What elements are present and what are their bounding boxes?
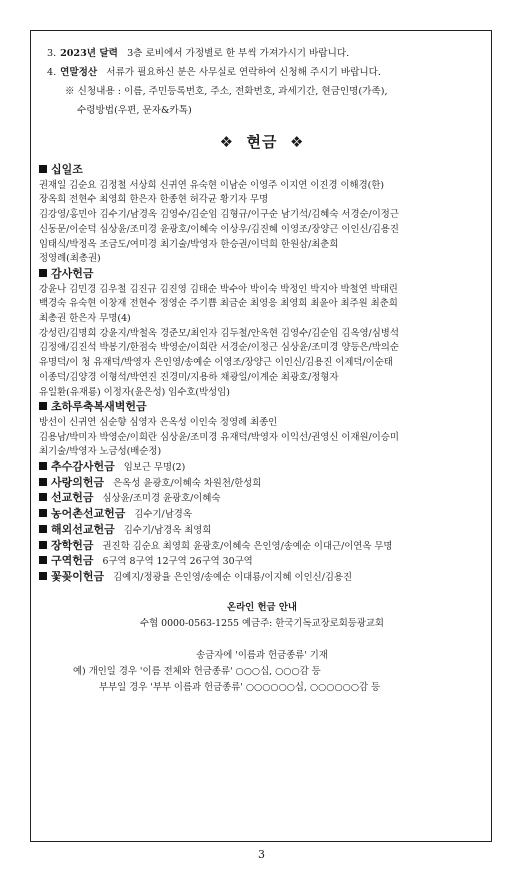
section-heading: 해외선교헌금 [51, 522, 115, 536]
square-bullet-icon [39, 269, 47, 277]
name-line: 은옥성 윤광호/이혜숙 차원천/한성희 [113, 477, 262, 489]
section-heading: 꽃꽂이헌금 [51, 569, 105, 583]
new-year-section [39, 400, 485, 460]
tithe-section [39, 163, 485, 267]
section-heading: 십일조 [51, 163, 83, 176]
ornament-icon: ❖ [219, 133, 235, 151]
name-line: 신동문/이순덕 심상윤/조미경 윤광호/이혜숙 이상우/김진혜 이영조/장양근 이인신/김용진 [39, 223, 399, 235]
thanks-section [39, 267, 485, 400]
name-line: 김정애/김진석 박봉기/한점숙 박영순/이희란 서경순/이정근 심상윤/조미경 양등은/박의순 [39, 342, 399, 354]
section-heading: 사랑의헌금 [51, 475, 105, 489]
section-heading: 장학헌금 [51, 538, 94, 552]
section-title-text: 현금 [246, 133, 278, 151]
notice-text: 서류가 필요하신 분은 사무실로 연락하여 신청해 주시기 바랍니다. [106, 67, 381, 78]
square-bullet-icon [39, 478, 47, 486]
name-line: 백경숙 유숙현 이창재 전현수 정영순 주기쁨 최금순 최영응 최영희 최윤아 최주원 최춘희 [39, 298, 398, 310]
remittance-guide [39, 648, 485, 696]
page-frame [30, 30, 492, 842]
square-bullet-icon [39, 556, 47, 564]
name-line: 최총권 한은자 무명(4) [39, 313, 131, 325]
scholarship-section [39, 539, 485, 555]
name-line: 권진학 김순요 최영희 윤광호/이혜숙 은인영/송예순 이대근/이연옥 무명 [102, 540, 393, 552]
name-line: 임보근 무명(2) [123, 462, 186, 474]
notice-key: 연말정산 [60, 67, 98, 78]
notice-number: 4. [47, 67, 57, 78]
square-bullet-icon [39, 165, 47, 173]
name-line: 김강영/홍민아 김수기/남경옥 김영수/김순임 김형규/이구순 남기석/김혜숙 서경순/이정근 [39, 209, 399, 221]
notice-key: 2023년 달력 [60, 48, 118, 59]
name-line: 김용남/박미자 박영순/이희란 심상윤/조미경 유재덕/박영자 이익선/권영신 이재원/이승미 [39, 431, 399, 443]
online-offering-info [39, 600, 485, 632]
apply-note: ※ 신청내용 : 이름, 주민등록번호, 주소, 전화번호, 과세기간, 현금인명(가족), [65, 86, 388, 97]
guide-line: 예) 개인일 경우 '이름 전체와 헌금종류' ○○○십, ○○○감 등 [73, 665, 321, 677]
ornament-icon: ❖ [289, 133, 305, 151]
square-bullet-icon [39, 509, 47, 517]
name-line: 최기술/박영자 노금성(배순정) [39, 446, 162, 458]
square-bullet-icon [39, 493, 47, 501]
name-line: 방선이 신귀연 심순향 심영자 은옥성 이인숙 정영례 최종인 [39, 416, 278, 428]
name-line: 6구역 8구역 12구역 26구역 30구역 [102, 556, 253, 568]
square-bullet-icon [39, 525, 47, 533]
name-line: 유명덕/이 청 유재덕/박영자 은인영/송예순 이영조/장양근 이인신/김용진 이제덕/이순태 [39, 357, 393, 369]
notice-tax [39, 63, 485, 82]
square-bullet-icon [39, 402, 47, 410]
name-line: 강성린/김명희 강윤지/박철옥 경준모/최인자 김두철/안옥현 김영수/김순임 김옥영/심병석 [39, 327, 399, 339]
guide-line: 부부일 경우 '부부 이름과 헌금종류' ○○○○○○십, ○○○○○○감 등 [99, 681, 381, 693]
guide-line: 송금자에 '이름과 헌금종류' 기재 [196, 649, 328, 661]
section-title [39, 131, 485, 152]
name-line: 권재일 김순요 김정철 서상희 신귀연 유숙현 이남순 이영주 이지연 이진경 이해경(한) [39, 179, 385, 191]
flower-section [39, 570, 485, 586]
notice-text: 3층 로비에서 가정별로 한 부씩 가져가시기 바랍니다. [127, 48, 350, 59]
overseas-section [39, 523, 485, 539]
section-heading: 초하루축복새벽헌금 [51, 400, 147, 414]
notice-number: 3. [47, 48, 57, 59]
name-line: 심상윤/조미경 윤광호/이혜숙 [102, 493, 221, 505]
name-line: 장옥희 전현수 최영희 한은자 한종현 허각균 황기자 무명 [39, 194, 269, 206]
square-bullet-icon [39, 572, 47, 580]
name-line: 정영례(최총권) [39, 253, 101, 265]
name-line: 김수기/남경옥 최영희 [123, 524, 212, 536]
bank-account: 수협 0000-0563-1255 예금주: 한국기독교장로회등광교회 [140, 617, 384, 629]
name-line: 임태식/박정옥 조금도/여미경 최기술/박영자 한승권/이덕희 한원삼/최춘희 [39, 238, 339, 250]
square-bullet-icon [39, 541, 47, 549]
name-line: 강윤나 김민경 김우철 김진규 김진영 김태순 박수아 박이숙 박정인 박지아 박철연 박태린 [39, 283, 398, 295]
section-heading: 추수감사헌금 [51, 460, 115, 474]
name-line: 이종덕/김양경 이형석/박연진 진경미/지용하 채광일/이계순 최광호/정형자 [39, 371, 339, 383]
name-line: 김수기/남경옥 [134, 509, 192, 521]
notice-calendar [39, 44, 485, 63]
name-line: 김예지/정광율 은인영/송예순 이대룡/이지혜 이인신/김용진 [113, 571, 353, 583]
page-content [39, 44, 485, 696]
section-heading: 구역헌금 [51, 554, 94, 568]
harvest-section [39, 460, 485, 476]
name-line: 유일환(유재룡) 이정자(윤은성) 임수호(박성임) [39, 386, 230, 398]
love-section [39, 476, 485, 492]
apply-note-cont: 수령방법(우편, 문자&카톡) [77, 105, 192, 116]
online-title: 온라인 헌금 안내 [227, 601, 297, 613]
district-section [39, 554, 485, 570]
page-number: 3 [258, 848, 265, 861]
square-bullet-icon [39, 462, 47, 470]
mission-section [39, 491, 485, 507]
section-heading: 농어촌선교헌금 [51, 507, 126, 521]
section-heading: 감사헌금 [51, 266, 94, 280]
section-heading: 선교헌금 [51, 491, 94, 505]
rural-section [39, 507, 485, 523]
